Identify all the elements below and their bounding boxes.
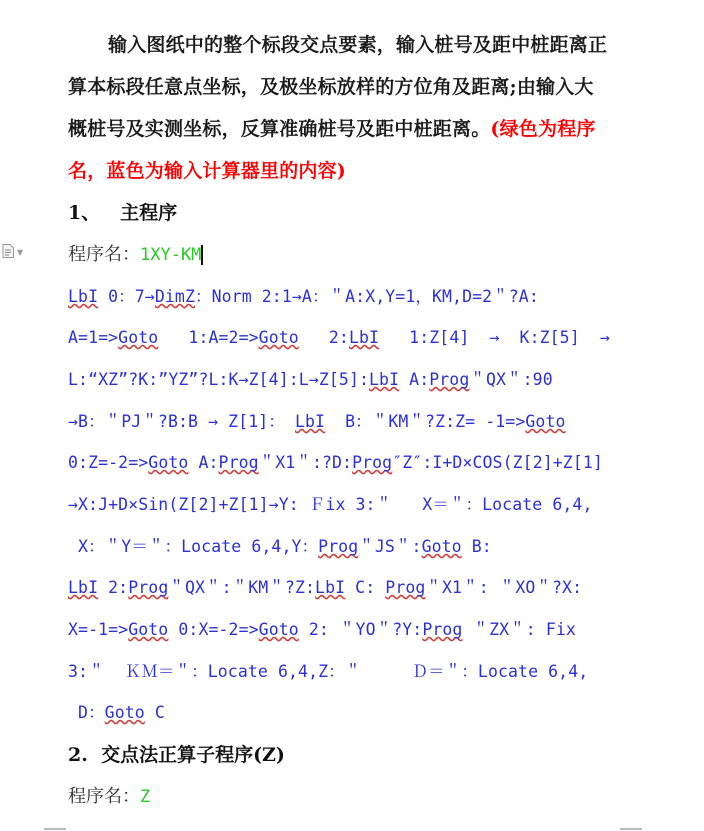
code-token: Goto [148, 453, 189, 472]
code-token: ＂ZX＂: Fix [462, 620, 576, 639]
code-token: ＂X1＂:?D: [258, 453, 353, 472]
page-corner-mark-right [620, 828, 642, 830]
code-token: Goto [128, 620, 169, 639]
code-token: Goto [258, 620, 299, 639]
dropdown-arrow-icon[interactable]: ▼ [17, 248, 24, 257]
program-name-value: Z [140, 787, 151, 807]
code-token: 0:X=-2=> [168, 620, 259, 639]
code-token: Prog [318, 537, 359, 556]
legend-note-start: (绿色为程序 [490, 118, 596, 140]
code-line-9 [68, 619, 576, 641]
code-token: 2: [98, 578, 129, 597]
code-line-1 [68, 286, 539, 308]
code-token: 2: [298, 328, 349, 347]
code-token: B: [461, 537, 492, 556]
code-token: ＂JS＂: [358, 537, 422, 556]
code-token: →B：＂PJ＂?B:B → Z[1]： [68, 412, 295, 431]
section-1-heading: 1、 主程序 [68, 202, 178, 224]
code-line-4 [68, 411, 566, 433]
code-line-8 [68, 577, 582, 599]
legend-note: 名，蓝色为输入计算器里的内容) [68, 160, 346, 182]
program-name-label: 程序名： [68, 244, 140, 265]
code-token: B：＂KM＂?Z:Z= -1=> [325, 412, 526, 431]
intro-line-2: 算本标段任意点坐标，及极坐标放样的方位角及距离;由输入大 [68, 76, 594, 98]
code-token: C: [345, 578, 386, 597]
code-token: Prog [385, 578, 426, 597]
code-token: DimZ [154, 287, 195, 306]
code-line-11 [68, 702, 165, 724]
code-token: X=-1=> [68, 620, 129, 639]
code-token: ＂QX＂:90 [469, 370, 553, 389]
code-token: A: [399, 370, 430, 389]
code-token: ＂QX＂:＂KM＂?Z: [168, 578, 316, 597]
code-token: Goto [258, 328, 299, 347]
code-token: X：＂Y＝＂：Locate 6,4,Y： [68, 537, 319, 556]
intro-line-3 [68, 118, 596, 140]
code-token: C [144, 703, 165, 722]
program-name-line-1 [68, 244, 203, 266]
code-line-7 [68, 536, 492, 558]
program-name-value: 1XY-KM [140, 245, 202, 265]
code-token: Goto [118, 328, 159, 347]
code-token: 2: ＂YO＂?Y: [298, 620, 423, 639]
intro-line-1: 输入图纸中的整个标段交点要素，输入桩号及距中桩距离正 [108, 34, 608, 56]
code-token: Prog [218, 453, 259, 472]
intro-line-3-text: 概桩号及实测坐标，反算准确桩号及距中桩距离。 [68, 118, 491, 140]
code-token: 0:Z=-2=> [68, 453, 149, 472]
page-corner-mark-left [44, 828, 66, 830]
code-token: L:“XZ”?K:”YZ”?L:K→Z[4]:L→Z[5]: [68, 370, 370, 389]
code-token: Prog [429, 370, 470, 389]
code-token: D： [68, 703, 105, 722]
code-token: LbI [369, 370, 400, 389]
code-token: Goto [525, 412, 566, 431]
code-token: LbI [315, 578, 346, 597]
code-token: Prog [422, 620, 463, 639]
code-token: Goto [104, 703, 145, 722]
code-line-3 [68, 369, 553, 391]
code-line-2 [68, 327, 610, 349]
code-token: LbI [68, 287, 99, 306]
code-token: ″Z″:I+D×COS(Z[2]+Z[1] [392, 453, 603, 472]
code-token: LbI [348, 328, 380, 347]
code-token: LbI [294, 412, 326, 431]
code-token: ＂X1＂: ＂XO＂?X: [425, 578, 583, 597]
code-line-6: →X:J+D×Sin(Z[2]+Z[1]→Y: Ｆix 3:＂ X＝＂：Locate 6,4, [68, 495, 593, 514]
code-line-10: 3:＂ ＫＭ＝＂：Locate 6,4,Z：＂ Ｄ＝＂：Locate 6,4, [68, 662, 589, 681]
code-token: Goto [421, 537, 462, 556]
code-token: Prog [128, 578, 169, 597]
code-token: 1:A=2=> [158, 328, 259, 347]
code-token: Prog [352, 453, 393, 472]
code-token: A: [188, 453, 219, 472]
code-token: 0：7→ [98, 287, 155, 306]
code-line-5 [68, 452, 603, 474]
code-token: LbI [68, 578, 99, 597]
program-name-line-2 [68, 786, 150, 808]
text-caret [201, 245, 203, 265]
code-token: ：Norm 2:1→A：＂A:X,Y=1，KM,D=2＂?A: [195, 287, 539, 306]
document-icon[interactable] [2, 244, 14, 258]
code-token: 1:Z[4] → K:Z[5] → [379, 328, 610, 347]
code-token: A=1=> [68, 328, 119, 347]
section-2-heading: 2. 交点法正算子程序(Z) [68, 744, 285, 766]
program-name-label: 程序名： [68, 786, 140, 807]
